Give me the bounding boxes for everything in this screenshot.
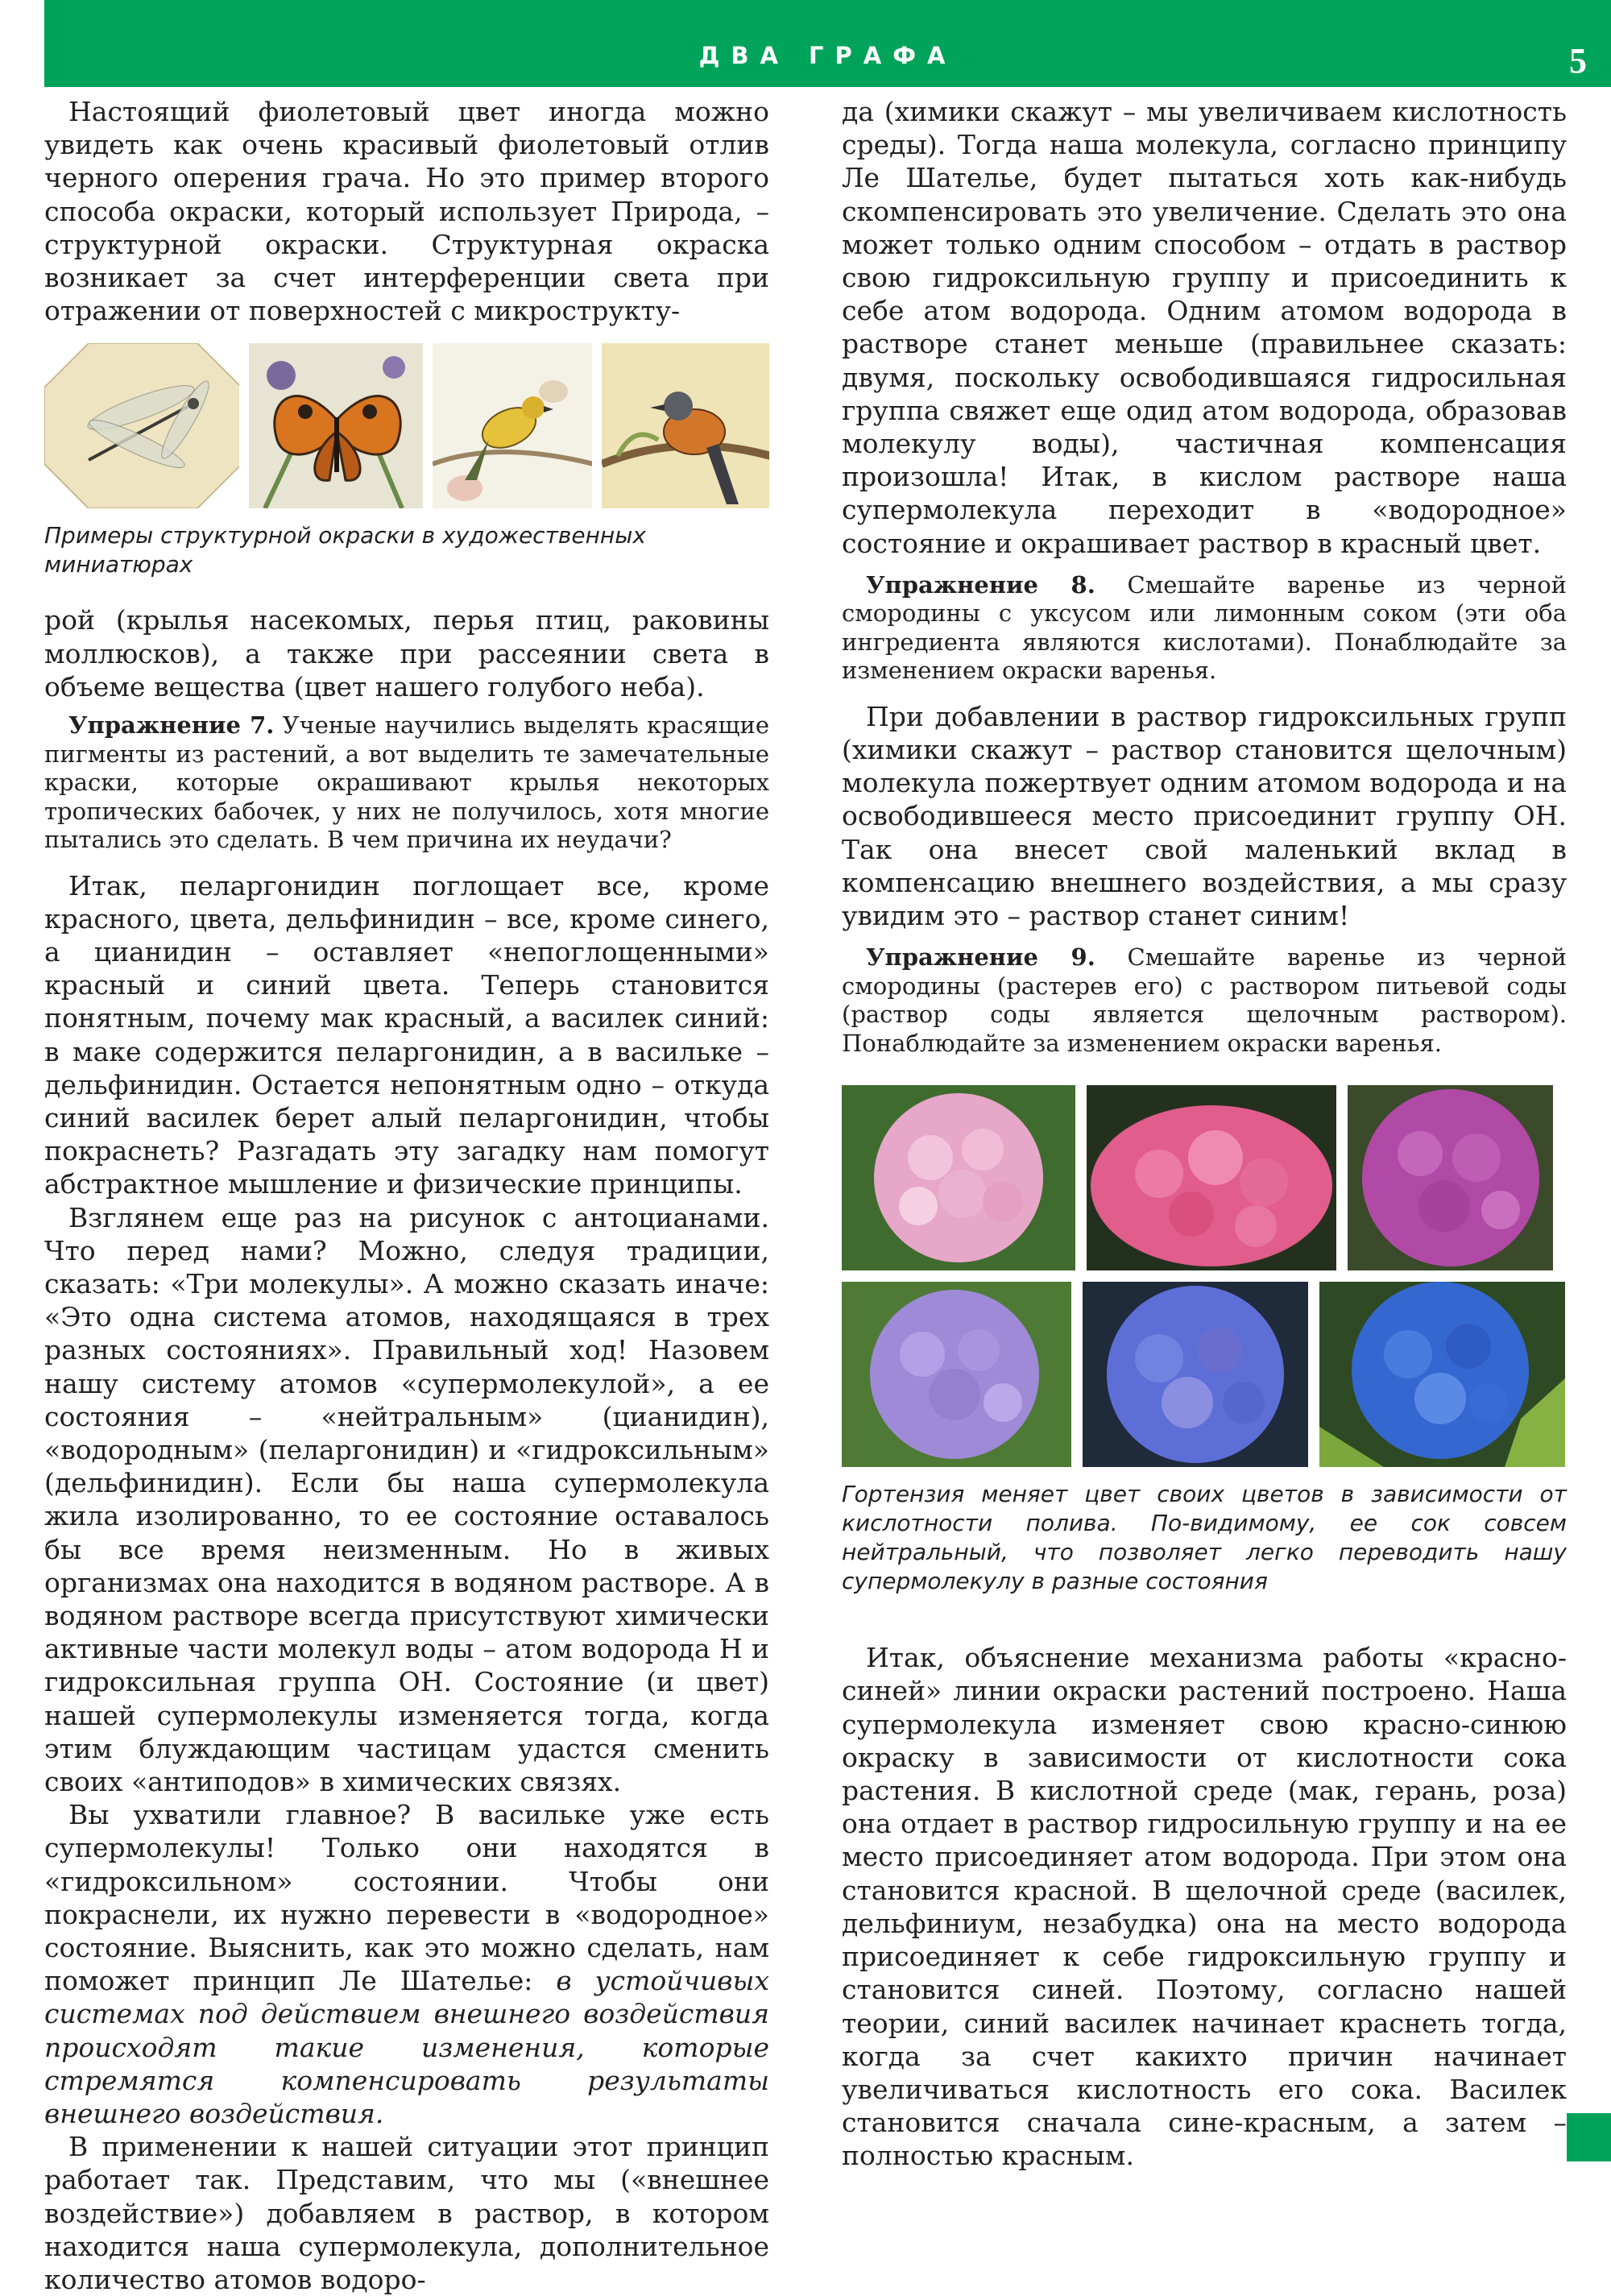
exercise-7-text: Ученые научились выделять красящие пигменты из растений, а вот выделить те замечательные краски, которые окрашивают крылья некоторых тропических бабочек, у них не получилось, хотя многие пытались это сделать. В чем причина их неудачи? <box>44 711 769 854</box>
paragraph-application: В применении к нашей ситуации этот принцип работает так. Представим, что мы («внешнее воздействие») добавляем в раствор, в котором находится наша супермолекула, дополнительное количество атомов водоро- <box>44 2131 769 2296</box>
miniatures-caption: Примеры структурной окраски в художественных миниатюрах <box>44 522 646 578</box>
intro-paragraph: Настоящий фиолетовый цвет иногда можно увидеть как очень красивый фиолетовый отлив черного оперения грача. Но это пример второго способа окраски, который использует Природа, – структурной окраски. Структурная окраска возникает за счет интерференции света при отражении от поверхностей с микрострукту- <box>44 96 769 327</box>
structural-coloring-miniatures <box>44 343 769 508</box>
paragraph-anthocyanins: Взглянем еще раз на рисунок с антоцианами. Что перед нами? Можно, следуя традиции, сказать: «Три молекулы». А можно сказать иначе: «Это одна система атомов, находящаяся в трех разных состояниях». Правильный ход! Назовем нашу систему атомов «супермолекулой», а ее состояния – «нейтральным» (цианидин), «водородным» (пеларгонидин) и «гидроксильным» (дельфинидин). Если бы наша супермолекула жила изолированно, то ее состояние оставалось бы все время неизменным. Но в живых организмах она находится в водяном растворе. А в водяном растворе всегда присутствуют химически активные части молекул воды – атом водорода H и гидроксильная группа OH. Состояние (и цвет) нашей супермолекулы изменяется тогда, когда этим блуждающим частицам удастся сменить своих «антиподов» в химических связях. <box>44 1201 769 1798</box>
hydrangea-photo-blue-violet <box>1083 1282 1308 1467</box>
dragonfly-miniature <box>44 343 239 508</box>
hydrangea-photo-magenta <box>1348 1085 1553 1270</box>
butterfly-miniature <box>249 343 423 508</box>
hydrangea-photo-blue <box>1319 1282 1565 1467</box>
yellow-bird-miniature <box>433 343 592 508</box>
paragraph-alkaline: При добавлении в раствор гидроксильных групп (химики скажут – раствор становится щелочным) молекула пожертвует одним атомом водорода и на освободившееся место присоединит группу OH. Так она внесет свой маленький вклад в компенсацию внешнего воздействия, а мы сразу увидим это – раствор станет синим! <box>842 700 1567 932</box>
le-chatelier-rule: в устойчивых системах под действием внешнего воздействия происходят такие изменения, которые стремятся компенсировать результаты внешнего воздействия. <box>44 1965 769 2130</box>
paragraph-conclusion: Итак, объяснение механизма работы «красно-синей» линии окраски растений построено. Наша супермолекула изменяет свою красно-синюю окраску в зависимости от кислотности сока растения. В кислотной среде (мак, герань, роза) она отдает в раствор гидросильную группу и на ее место присоединяет атом водорода. При этом она становится красной. В щелочной среде (василек, дельфиниум, незабудка) она на место водорода присоединяет к себе гидроксильную группу и становится синей. Поэтому, согласно нашей теории, синий василек начинает краснеть тогда, когда за счет какихто причин начинает увеличиваться кислотность его сока. Василек становится сначала сине-красным, а затем – полностью красным. <box>842 1642 1567 2172</box>
page-number: 5 <box>1569 41 1587 81</box>
exercise-9-text: Смешайте варенье из черной смородины (растерев его) с раствором питьевой соды (раствор соды является щелочным раствором). Понаблюдайте за изменением окраски варенья. <box>842 943 1567 1057</box>
left-body <box>44 869 769 2296</box>
exercise-7-label: Упражнение 7. <box>68 711 275 740</box>
conclusion-block <box>842 1641 1567 2172</box>
hydrangea-photo-grid <box>842 1085 1567 1467</box>
hydrangea-photo-lavender <box>842 1282 1071 1467</box>
paragraph-le-chatelier <box>44 1798 769 2130</box>
hydrangea-row-pink <box>842 1085 1567 1270</box>
alkaline-block <box>842 700 1567 932</box>
exercise-9 <box>842 943 1567 1058</box>
hydrangea-row-blue <box>842 1282 1567 1467</box>
paragraph-le-chatelier-text: Вы ухватили главное? В васильке уже есть супермолекулы! Только они находятся в «гидроксильном» состоянии. Чтобы они покраснели, их нужно перевести в «водородное» состояние. Выяснить, как это можно сделать, нам поможет принцип Ле Шателье: <box>44 1799 769 1997</box>
right-column <box>842 95 1567 2173</box>
exercise-8-text: Смешайте варенье из черной смородины с уксусом или лимонным соком (эти оба ингредиента являются кислотами). Понаблюдайте за изменением окраски варенья. <box>842 570 1567 685</box>
exercise-7 <box>44 711 769 855</box>
hydrangea-photo-pink <box>1087 1085 1336 1270</box>
running-title: ДВА ГРАФА <box>698 42 957 69</box>
exercise-8-label: Упражнение 8. <box>866 570 1095 599</box>
exercise-9-label: Упражнение 9. <box>866 943 1095 972</box>
hydrangea-photo-light-pink <box>842 1085 1075 1270</box>
corner-accent-block <box>1567 2113 1611 2161</box>
paragraph-pelargonidin: Итак, пеларгонидин поглощает все, кроме красного, цвета, дельфинидин – все, кроме синего, а цианидин – оставляет «непоглощенными» красный и синий цвета. Теперь становится понятным, почему мак красный, а василек синий: в маке содержится пеларгонидин, а в васильке – дельфинидин. Остается непонятным одно – откуда синий василек берет алый пеларгонидин, чтобы покраснеть? Разгадать эту загадку нам помогут абстрактное мышление и физические принципы. <box>44 869 769 1200</box>
cuckoo-bird-miniature <box>602 343 769 508</box>
page-header-bar <box>44 0 1611 87</box>
exercise-8 <box>842 571 1567 686</box>
continued-paragraph: рой (крылья насекомых, перья птиц, раковины моллюсков), а также при рассеянии света в объеме вещества (цвет нашего голубого неба). <box>44 604 769 702</box>
right-continued-paragraph: да (химики скажут – мы увеличиваем кислотность среды). Тогда наша молекула, согласно принципу Ле Шателье, будет пытаться хоть как-нибудь скомпенсировать это увеличение. Сделать это она может только одним способом – отдать в раствор свою гидроксильную группу и присоединить к себе атом водорода. Одним атомом водорода в растворе станет меньше (правильнее сказать: двумя, поскольку освободившаяся гидросильная группа свяжет еще одид атом водорода, образовав молекулу воды), частичная компенсация произошла! Итак, в кислом растворе наша супермолекула переходит в «водородное» состояние и окрашивает раствор в красный цвет. <box>842 96 1567 559</box>
left-column <box>44 95 769 2296</box>
hydrangea-caption: Гортензия меняет цвет своих цветов в зависимости от кислотности полива. По-видимому, ее сок совсем нейтральный, что позволяет легко переводить нашу супермолекулу в разные состояния <box>842 1481 1567 1595</box>
